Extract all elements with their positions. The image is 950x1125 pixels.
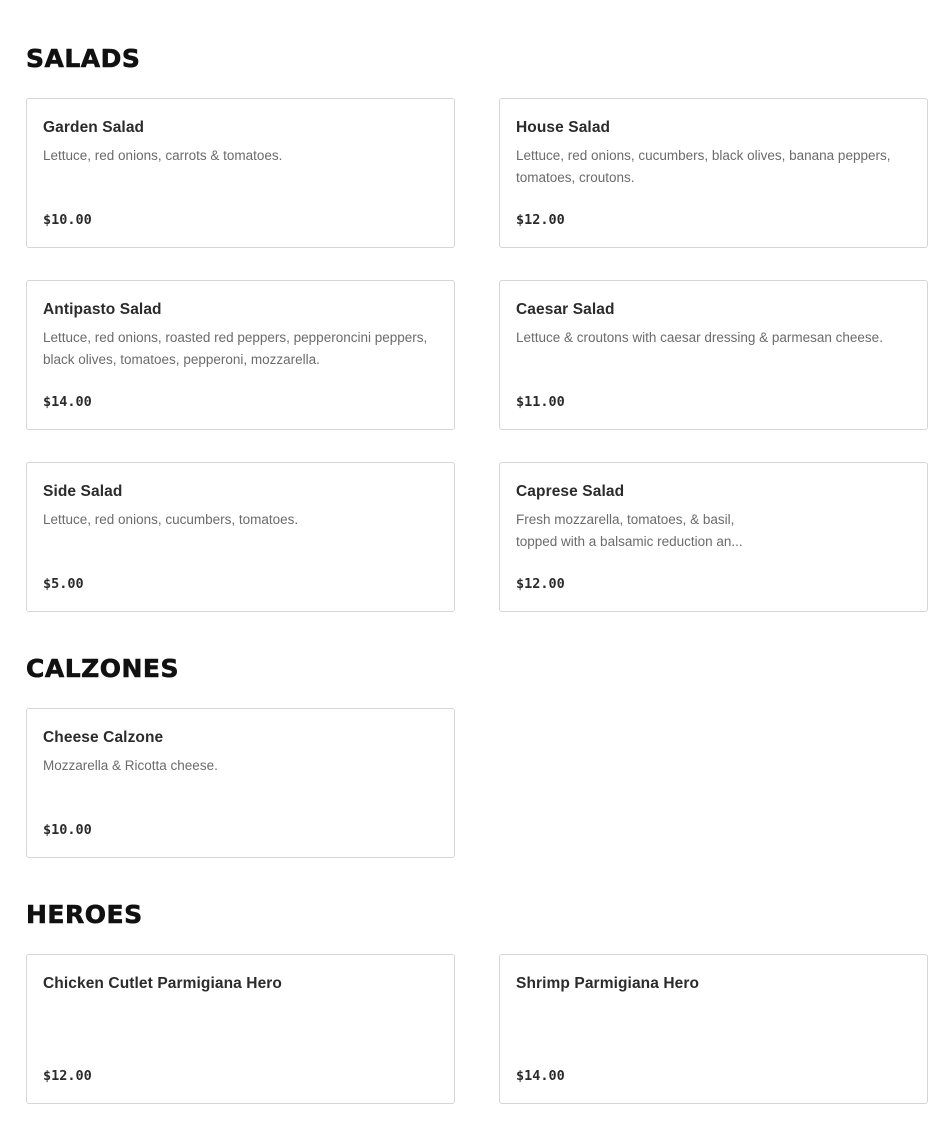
menu-item-card-side-salad[interactable] (26, 462, 455, 612)
menu-item-card-antipasto-salad[interactable] (26, 280, 455, 430)
section-title-salads: SALADS (26, 44, 141, 73)
menu-item-card-caprese-salad[interactable] (499, 462, 928, 612)
item-description: Lettuce, red onions, roasted red peppers, pepperoncini peppers, black olives, tomatoes, pepperoni, mozzarella. (43, 330, 428, 367)
item-price: $14.00 (516, 1068, 565, 1084)
item-name: Cheese Calzone (43, 729, 164, 746)
menu-item-card-cheese-calzone[interactable] (26, 708, 455, 858)
item-description: Fresh mozzarella, tomatoes, & basil, topped with a balsamic reduction an... (516, 512, 743, 549)
item-price: $5.00 (43, 576, 84, 592)
menu-item-card-shrimp-parmigiana-hero[interactable] (499, 954, 928, 1104)
item-name: Side Salad (43, 483, 123, 500)
item-price: $12.00 (516, 576, 565, 592)
item-name: Caprese Salad (516, 483, 625, 500)
item-price: $10.00 (43, 822, 92, 838)
item-name: House Salad (516, 119, 611, 136)
menu-item-card-chicken-cutlet-parmigiana-hero[interactable] (26, 954, 455, 1104)
item-description: Lettuce, red onions, cucumbers, tomatoes. (43, 512, 299, 527)
menu-item-card-caesar-salad[interactable] (499, 280, 928, 430)
item-price: $10.00 (43, 212, 92, 228)
item-price: $11.00 (516, 394, 565, 410)
section-title-calzones: CALZONES (26, 654, 180, 683)
item-name: Antipasto Salad (43, 301, 162, 318)
item-description: Lettuce, red onions, carrots & tomatoes. (43, 148, 283, 163)
menu-item-card-garden-salad[interactable] (26, 98, 455, 248)
item-description: Lettuce, red onions, cucumbers, black olives, banana peppers, tomatoes, croutons. (516, 148, 891, 185)
menu-item-card-house-salad[interactable] (499, 98, 928, 248)
item-description: Mozzarella & Ricotta cheese. (43, 758, 218, 773)
item-name: Chicken Cutlet Parmigiana Hero (43, 975, 283, 992)
item-name: Garden Salad (43, 119, 145, 136)
item-price: $14.00 (43, 394, 92, 410)
item-name: Caesar Salad (516, 301, 615, 318)
item-price: $12.00 (43, 1068, 92, 1084)
item-name: Shrimp Parmigiana Hero (516, 975, 700, 992)
section-title-heroes: HEROES (26, 900, 143, 929)
item-price: $12.00 (516, 212, 565, 228)
item-description: Lettuce & croutons with caesar dressing & parmesan cheese. (516, 330, 883, 345)
